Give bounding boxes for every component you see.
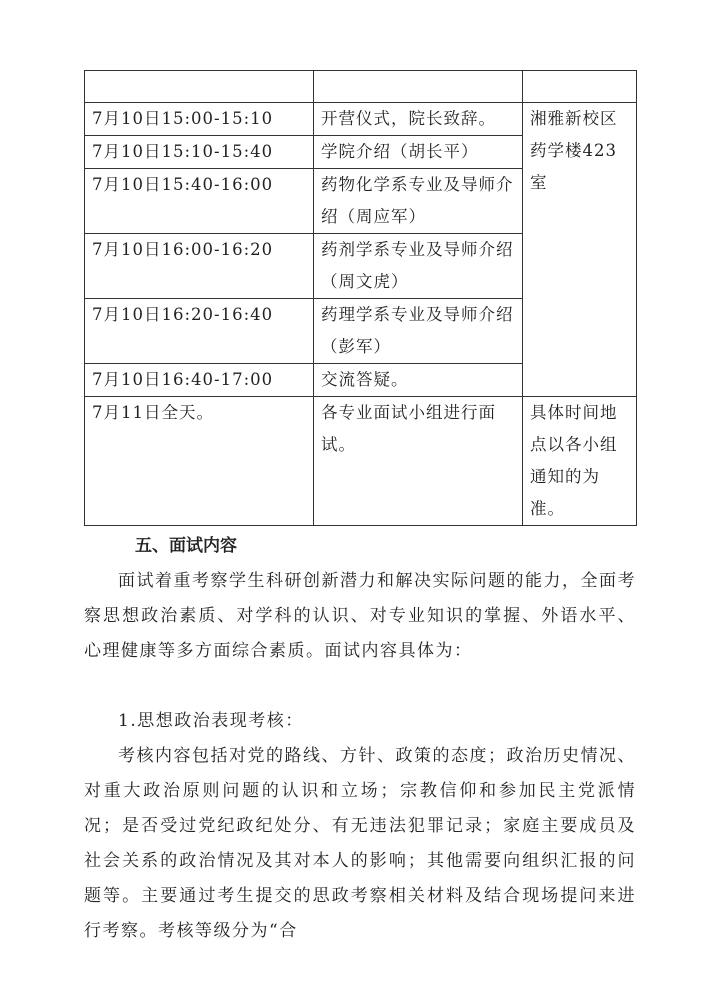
venue-cell: 湘雅新校区药学楼423室 <box>523 103 637 397</box>
time-cell: 7月10日16:40-17:00 <box>85 364 314 397</box>
header-cell-event <box>314 71 523 103</box>
time-cell: 7月10日15:00-15:10 <box>85 103 314 136</box>
event-cell: 药物化学系专业及导师介绍（周应军） <box>314 169 523 234</box>
item1-title: 1.思想政治表现考核： <box>118 711 304 731</box>
item1-body: 考核内容包括对党的路线、方针、政策的态度；政治历史情况、对重大政治原则问题的认识和立场；宗教信仰和参加民主党派情况；是否受过党纪政纪处分、有无违法犯罪记录；家庭主要成员及社会关系的政治情况及其对本人的影响；其他需要向组织汇报的问题等。主要通过考生提交的思政考察相关材料及结合现场提问来进行考察。考核等级分为“合 <box>84 746 636 941</box>
time-cell: 7月10日16:20-16:40 <box>85 299 314 364</box>
time-cell: 7月10日16:00-16:20 <box>85 234 314 299</box>
table-header-row <box>85 71 637 103</box>
intro-paragraph: 面试着重考察学生科研创新潜力和解决实际问题的能力，全面考察思想政治素质、对学科的认识、对专业知识的掌握、外语水平、心理健康等多方面综合素质。面试内容具体为： <box>84 571 636 661</box>
table-row <box>85 103 637 136</box>
table-row <box>85 397 637 526</box>
event-cell: 药剂学系专业及导师介绍（周文虎） <box>314 234 523 299</box>
section-heading: 五、面试内容 <box>135 536 237 556</box>
event-cell: 学院介绍（胡长平） <box>314 136 523 169</box>
event-cell: 药理学系专业及导师介绍（彭军） <box>314 299 523 364</box>
event-cell: 交流答疑。 <box>314 364 523 397</box>
time-cell: 7月10日15:10-15:40 <box>85 136 314 169</box>
event-cell: 开营仪式，院长致辞。 <box>314 103 523 136</box>
time-cell: 7月11日全天。 <box>85 397 314 526</box>
time-cell: 7月10日15:40-16:00 <box>85 169 314 234</box>
header-cell-place <box>523 71 637 103</box>
header-cell-time <box>85 71 314 103</box>
schedule-table <box>84 70 637 526</box>
venue-cell: 具体时间地点以各小组通知的为准。 <box>523 397 637 526</box>
event-cell: 各专业面试小组进行面试。 <box>314 397 523 526</box>
